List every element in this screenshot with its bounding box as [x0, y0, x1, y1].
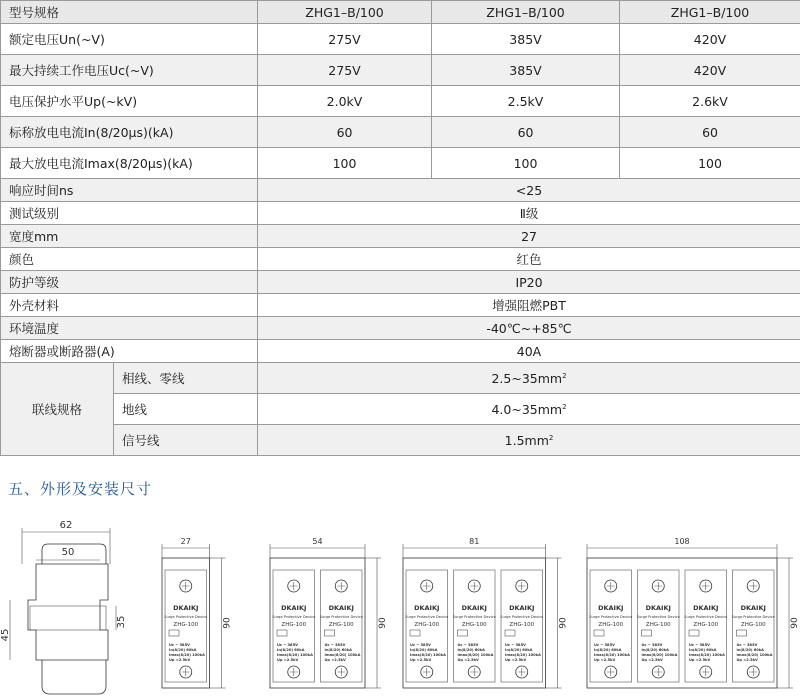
module-spec-line: In(8/20) 60kA	[641, 648, 669, 652]
row-value: IP20	[258, 271, 800, 294]
module-spec-line: In(8/20) 60kA	[736, 648, 764, 652]
module-spec-line: In(8/20) 60kA	[505, 648, 533, 652]
screw-cross	[702, 582, 710, 590]
module-brand: DKAIKJ	[461, 604, 487, 612]
module-sub: Surge Protective Device	[452, 615, 496, 619]
module-brand: DKAIKJ	[281, 604, 307, 612]
module-spec-line: Uc ~ 385V	[689, 643, 710, 647]
header-label: 型号规格	[1, 1, 258, 24]
table-row	[1, 317, 800, 340]
module-spec-line: Uc ~ 385V	[324, 643, 346, 647]
row-value: 60	[432, 117, 620, 148]
module-model: ZHG-100	[281, 622, 307, 628]
row-label: 外壳材料	[1, 294, 258, 317]
module-spec-line: Up <2.5kV	[457, 658, 479, 662]
row-value: <25	[258, 179, 800, 202]
row-label: 防护等级	[1, 271, 258, 294]
module-window	[458, 630, 468, 636]
row-value: Ⅱ级	[258, 202, 800, 225]
module-model: ZHG-100	[461, 622, 487, 628]
row-value: 275V	[258, 24, 432, 55]
row-label: 额定电压Un(~V)	[1, 24, 258, 55]
module-window	[594, 630, 604, 636]
module-width-label: 54	[312, 537, 323, 546]
row-value: 红色	[258, 248, 800, 271]
row-value: 27	[258, 225, 800, 248]
module-spec-line: Up <2.5kV	[689, 658, 711, 662]
table-row	[1, 179, 800, 202]
module-sub: Surge Protective Device	[319, 615, 363, 619]
module-window	[169, 630, 179, 636]
header-model: ZHG1–B/100	[620, 1, 800, 24]
module-spec-line: Uc ~ 385V	[505, 643, 526, 647]
module-brand: DKAIKJ	[645, 604, 671, 612]
screw-cross	[470, 582, 478, 590]
module-spec-line: Up <2.5kV	[736, 658, 758, 662]
superscript: 2	[562, 402, 567, 411]
table-row	[1, 425, 800, 456]
module-spec-line: In(8/20) 60kA	[689, 648, 717, 652]
header-model: ZHG1–B/100	[258, 1, 432, 24]
module-spec-line: Up <2.5kV	[641, 658, 663, 662]
superscript: 2	[562, 371, 567, 380]
module-width-label: 81	[469, 537, 480, 546]
module-spec-line: In(8/20) 60kA	[277, 648, 305, 652]
row-value: 275V	[258, 55, 432, 86]
module-window	[737, 630, 747, 636]
module-brand: DKAIKJ	[509, 604, 535, 612]
row-value: 2.0kV	[258, 86, 432, 117]
module-spec-line: Uc ~ 385V	[594, 643, 615, 647]
module-spec-line: Imax(8/20) 100kA	[410, 653, 446, 657]
module-spec-line: In(8/20) 60kA	[457, 648, 485, 652]
table-row	[1, 55, 800, 86]
screw-cross	[470, 668, 478, 676]
row-value: 40A	[258, 340, 800, 363]
module-spec-line: Uc ~ 385V	[457, 643, 479, 647]
module-height-label: 90	[378, 617, 388, 629]
module-height-label: 90	[790, 617, 800, 629]
table-row	[1, 294, 800, 317]
module-window	[410, 630, 420, 636]
module-sub: Surge Protective Device	[405, 615, 449, 619]
screw-cross	[749, 668, 757, 676]
module-sub: Surge Protective Device	[500, 615, 544, 619]
row-label: 环境温度	[1, 317, 258, 340]
screw-cross	[654, 668, 662, 676]
module-spec-line: Uc ~ 385V	[410, 643, 431, 647]
module-model: ZHG-100	[509, 622, 535, 628]
wiring-label: 地线	[114, 394, 258, 425]
module-window	[325, 630, 335, 636]
side-view-bottom	[42, 660, 106, 694]
module-spec-line: Imax(8/20) 100kA	[505, 653, 541, 657]
module-spec-line: In(8/20) 60kA	[169, 648, 197, 652]
dim-label: 50	[61, 547, 75, 558]
row-value: 100	[620, 148, 800, 179]
module-height-label: 90	[222, 617, 233, 629]
module-model: ZHG-100	[598, 622, 624, 628]
module-spec-line: Imax(8/20) 100kA	[641, 653, 678, 657]
row-value: 60	[620, 117, 800, 148]
row-value: 2.5kV	[432, 86, 620, 117]
row-label: 颜色	[1, 248, 258, 271]
screw-cross	[607, 668, 615, 676]
screw-cross	[749, 582, 757, 590]
module-spec-line: Uc ~ 385V	[169, 643, 190, 647]
module-spec-line: Up <2.5kV	[324, 658, 346, 662]
row-label: 最大放电电流Imax(8/20μs)(kA)	[1, 148, 258, 179]
module-model: ZHG-100	[693, 622, 719, 628]
table-row	[1, 86, 800, 117]
module-model: ZHG-100	[173, 622, 199, 628]
superscript: 2	[548, 433, 554, 442]
row-value: 420V	[620, 24, 800, 55]
wiring-label: 相线、零线	[114, 363, 258, 394]
module-window	[689, 630, 699, 636]
row-value: 增强阻燃PBT	[258, 294, 800, 317]
module-window	[505, 630, 515, 636]
module-spec-line: Imax(8/20) 100kA	[277, 653, 313, 657]
dim-label: 35	[116, 615, 127, 629]
row-value: 100	[432, 148, 620, 179]
module-spec-line: Imax(8/20) 100kA	[594, 653, 630, 657]
wiring-label: 信号线	[114, 425, 258, 456]
module-brand: DKAIKJ	[740, 604, 766, 612]
row-value: 385V	[432, 55, 620, 86]
module-sub: Surge Protective Device	[731, 615, 775, 619]
module-brand: DKAIKJ	[693, 604, 719, 612]
module-spec-line: Uc ~ 385V	[277, 643, 298, 647]
row-label: 响应时间ns	[1, 179, 258, 202]
table-row	[1, 1, 800, 24]
module-spec-line: In(8/20) 60kA	[594, 648, 622, 652]
module-model: ZHG-100	[328, 622, 354, 628]
module-spec-line: Up <2.5kV	[505, 658, 527, 662]
module-sub: Surge Protective Device	[636, 615, 680, 619]
screw-cross	[337, 668, 345, 676]
module-spec-line: In(8/20) 60kA	[324, 648, 352, 652]
table-row	[1, 24, 800, 55]
module-model: ZHG-100	[645, 622, 671, 628]
table-row	[1, 248, 800, 271]
table-row	[1, 148, 800, 179]
dimension-drawings	[0, 510, 800, 697]
module-spec-line: Imax(8/20) 100kA	[324, 653, 361, 657]
table-row	[1, 225, 800, 248]
dim-label: 45	[0, 628, 11, 642]
wiring-value: $2.5\sim 35mm^2$	[258, 363, 800, 394]
row-label: 标称放电电流In(8/20μs)(kA)	[1, 117, 258, 148]
screw-cross	[182, 582, 190, 590]
section-title: 五、外形及安装尺寸	[8, 480, 153, 498]
module-sub: Surge Protective Device	[164, 615, 208, 619]
module-window	[277, 630, 287, 636]
side-view-body	[28, 564, 108, 660]
screw-cross	[182, 668, 190, 676]
module-model: ZHG-100	[414, 622, 440, 628]
table-row	[1, 394, 800, 425]
row-label: 测试级别	[1, 202, 258, 225]
screw-cross	[290, 582, 298, 590]
screw-cross	[702, 668, 710, 676]
row-value: 385V	[432, 24, 620, 55]
module-width-label: 108	[674, 537, 690, 546]
row-value: -40℃~+85℃	[258, 317, 800, 340]
row-label: 电压保护水平Up(~kV)	[1, 86, 258, 117]
module-brand: DKAIKJ	[414, 604, 440, 612]
row-value: 420V	[620, 55, 800, 86]
module-spec-line: Imax(8/20) 100kA	[169, 653, 205, 657]
table-row	[1, 271, 800, 294]
module-spec-line: In(8/20) 60kA	[410, 648, 438, 652]
module-brand: DKAIKJ	[598, 604, 624, 612]
row-label: 熔断器或断路器(A)	[1, 340, 258, 363]
wiring-group-label: 联线规格	[1, 363, 114, 456]
wiring-value: $1.5mm^2$	[258, 425, 800, 456]
row-value: 60	[258, 117, 432, 148]
screw-cross	[423, 668, 431, 676]
header-model: ZHG1–B/100	[432, 1, 620, 24]
module-sub: Surge Protective Device	[272, 615, 316, 619]
module-brand: DKAIKJ	[173, 604, 199, 612]
table-row	[1, 202, 800, 225]
table-row	[1, 340, 800, 363]
wiring-value: $4.0\sim 35mm^2$	[258, 394, 800, 425]
row-label: 宽度mm	[1, 225, 258, 248]
module-spec-line: Up <2.5kV	[410, 658, 432, 662]
module-model: ZHG-100	[740, 622, 766, 628]
module-spec-line: Uc ~ 385V	[736, 643, 758, 647]
module-spec-line: Up <2.5kV	[594, 658, 616, 662]
screw-cross	[654, 582, 662, 590]
screw-cross	[423, 582, 431, 590]
row-label: 最大持续工作电压Uc(~V)	[1, 55, 258, 86]
module-brand: DKAIKJ	[328, 604, 354, 612]
module-window	[642, 630, 652, 636]
screw-cross	[290, 668, 298, 676]
screw-cross	[518, 668, 526, 676]
table-row	[1, 117, 800, 148]
module-spec-line: Imax(8/20) 100kA	[457, 653, 494, 657]
dim-label: 62	[59, 520, 73, 531]
module-spec-line: Up <2.5kV	[169, 658, 191, 662]
screw-cross	[607, 582, 615, 590]
row-value: 100	[258, 148, 432, 179]
module-spec-line: Imax(8/20) 100kA	[736, 653, 773, 657]
module-spec-line: Up <2.5kV	[277, 658, 299, 662]
module-sub: Surge Protective Device	[684, 615, 728, 619]
table-row	[1, 363, 800, 394]
module-width-label: 27	[180, 537, 191, 546]
module-sub: Surge Protective Device	[589, 615, 633, 619]
screw-cross	[337, 582, 345, 590]
module-spec-line: Imax(8/20) 100kA	[689, 653, 725, 657]
module-spec-line: Uc ~ 385V	[641, 643, 663, 647]
side-view-rail	[30, 606, 106, 630]
module-height-label: 90	[558, 617, 569, 629]
screw-cross	[518, 582, 526, 590]
row-value: 2.6kV	[620, 86, 800, 117]
